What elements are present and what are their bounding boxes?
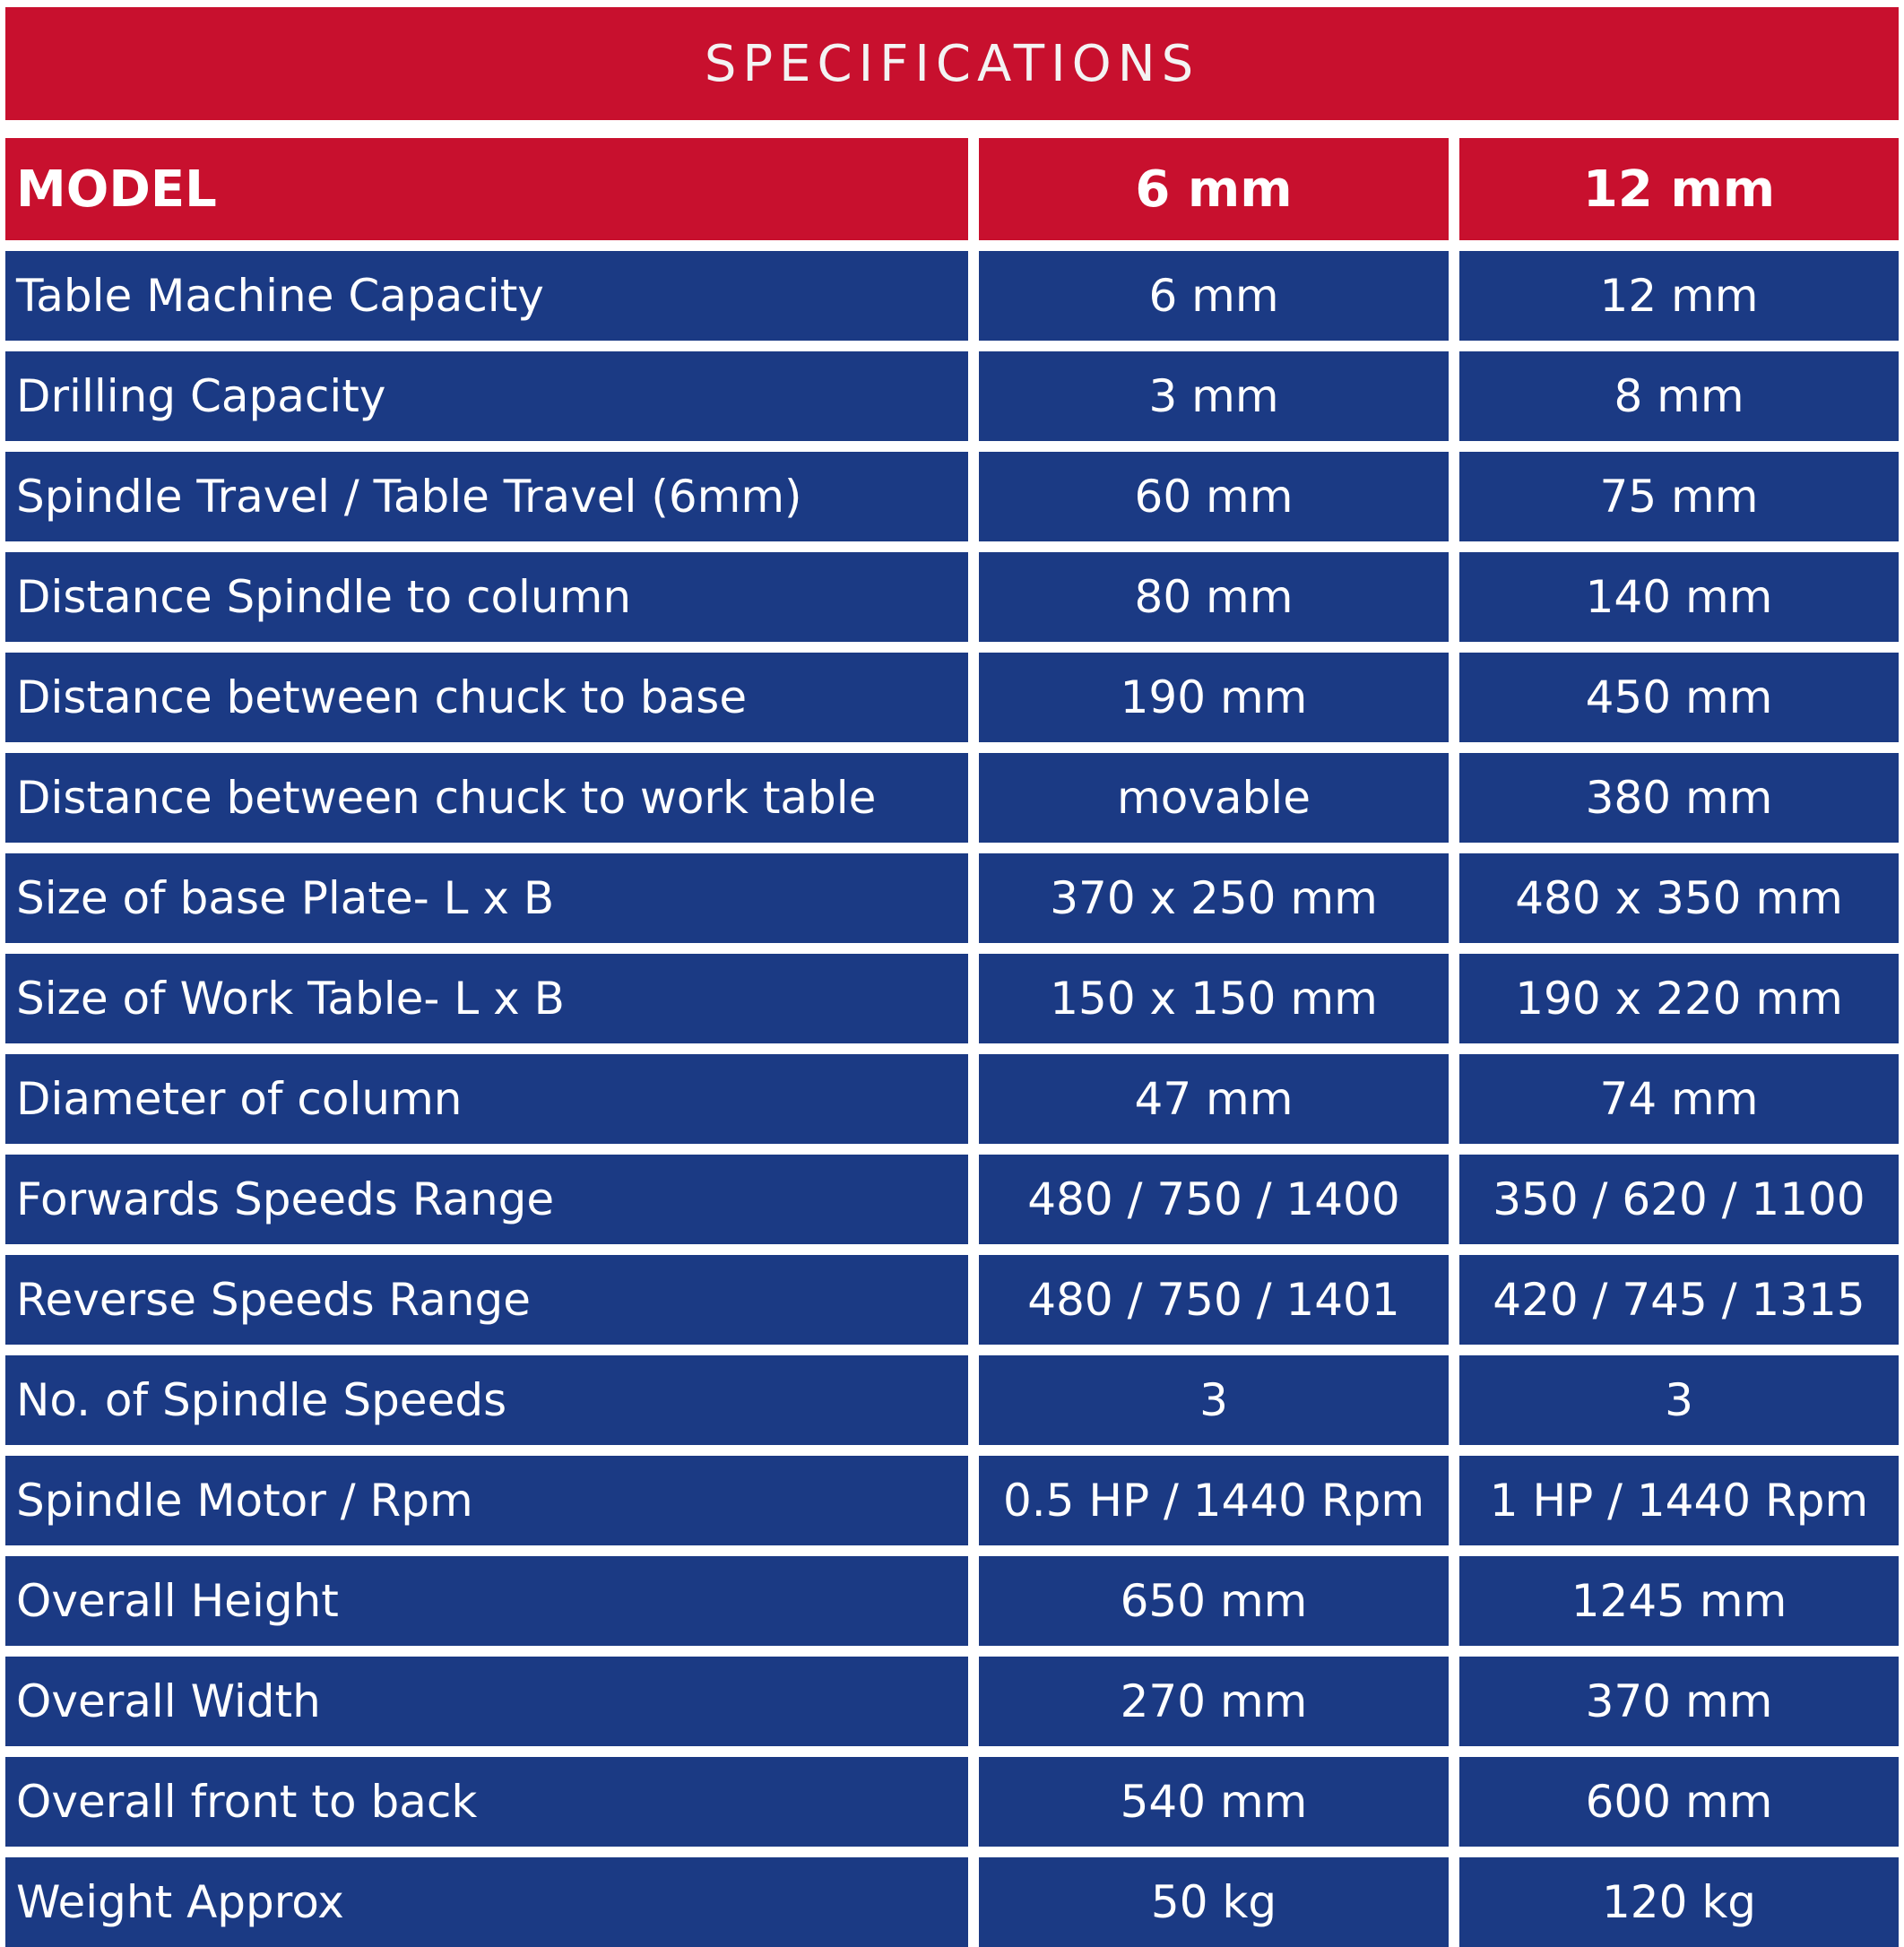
row-value-6mm: 3 [979,1355,1449,1445]
header-col-12mm: 12 mm [1459,138,1899,240]
row-value-12mm: 450 mm [1459,653,1899,742]
row-value-12mm: 380 mm [1459,753,1899,843]
row-value-12mm: 190 x 220 mm [1459,954,1899,1043]
row-value-12mm: 600 mm [1459,1757,1899,1847]
row-label: Overall front to back [5,1757,968,1847]
header-model-label: MODEL [5,138,968,240]
row-value-12mm: 480 x 350 mm [1459,853,1899,943]
row-value-6mm: 650 mm [979,1556,1449,1646]
row-value-6mm: 370 x 250 mm [979,853,1449,943]
row-value-6mm: 190 mm [979,653,1449,742]
row-label: No. of Spindle Speeds [5,1355,968,1445]
specifications-table [5,138,1899,1947]
row-value-6mm: 0.5 HP / 1440 Rpm [979,1456,1449,1545]
row-value-6mm: 50 kg [979,1857,1449,1947]
row-value-6mm: movable [979,753,1449,843]
row-value-6mm: 480 / 750 / 1400 [979,1155,1449,1244]
row-label: Distance between chuck to work table [5,753,968,843]
row-label: Overall Width [5,1657,968,1746]
row-value-12mm: 1245 mm [1459,1556,1899,1646]
row-label: Drilling Capacity [5,351,968,441]
row-label: Overall Height [5,1556,968,1646]
row-value-6mm: 540 mm [979,1757,1449,1847]
row-value-12mm: 1 HP / 1440 Rpm [1459,1456,1899,1545]
specifications-title: SPECIFICATIONS [5,7,1899,120]
row-value-12mm: 8 mm [1459,351,1899,441]
row-label: Spindle Travel / Table Travel (6mm) [5,452,968,541]
row-label: Forwards Speeds Range [5,1155,968,1244]
row-label: Distance Spindle to column [5,552,968,642]
row-value-6mm: 6 mm [979,251,1449,341]
row-label: Reverse Speeds Range [5,1255,968,1345]
row-value-6mm: 150 x 150 mm [979,954,1449,1043]
row-value-12mm: 370 mm [1459,1657,1899,1746]
row-label: Size of Work Table- L x B [5,954,968,1043]
row-value-12mm: 120 kg [1459,1857,1899,1947]
row-label: Size of base Plate- L x B [5,853,968,943]
row-value-12mm: 75 mm [1459,452,1899,541]
row-value-12mm: 3 [1459,1355,1899,1445]
row-label: Distance between chuck to base [5,653,968,742]
row-value-6mm: 3 mm [979,351,1449,441]
row-value-12mm: 12 mm [1459,251,1899,341]
row-value-12mm: 420 / 745 / 1315 [1459,1255,1899,1345]
row-value-12mm: 74 mm [1459,1054,1899,1144]
row-value-6mm: 47 mm [979,1054,1449,1144]
header-col-6mm: 6 mm [979,138,1449,240]
row-value-6mm: 60 mm [979,452,1449,541]
row-value-6mm: 480 / 750 / 1401 [979,1255,1449,1345]
row-label: Spindle Motor / Rpm [5,1456,968,1545]
row-value-6mm: 270 mm [979,1657,1449,1746]
row-label: Weight Approx [5,1857,968,1947]
row-label: Table Machine Capacity [5,251,968,341]
row-value-6mm: 80 mm [979,552,1449,642]
row-label: Diameter of column [5,1054,968,1144]
row-value-12mm: 140 mm [1459,552,1899,642]
row-value-12mm: 350 / 620 / 1100 [1459,1155,1899,1244]
